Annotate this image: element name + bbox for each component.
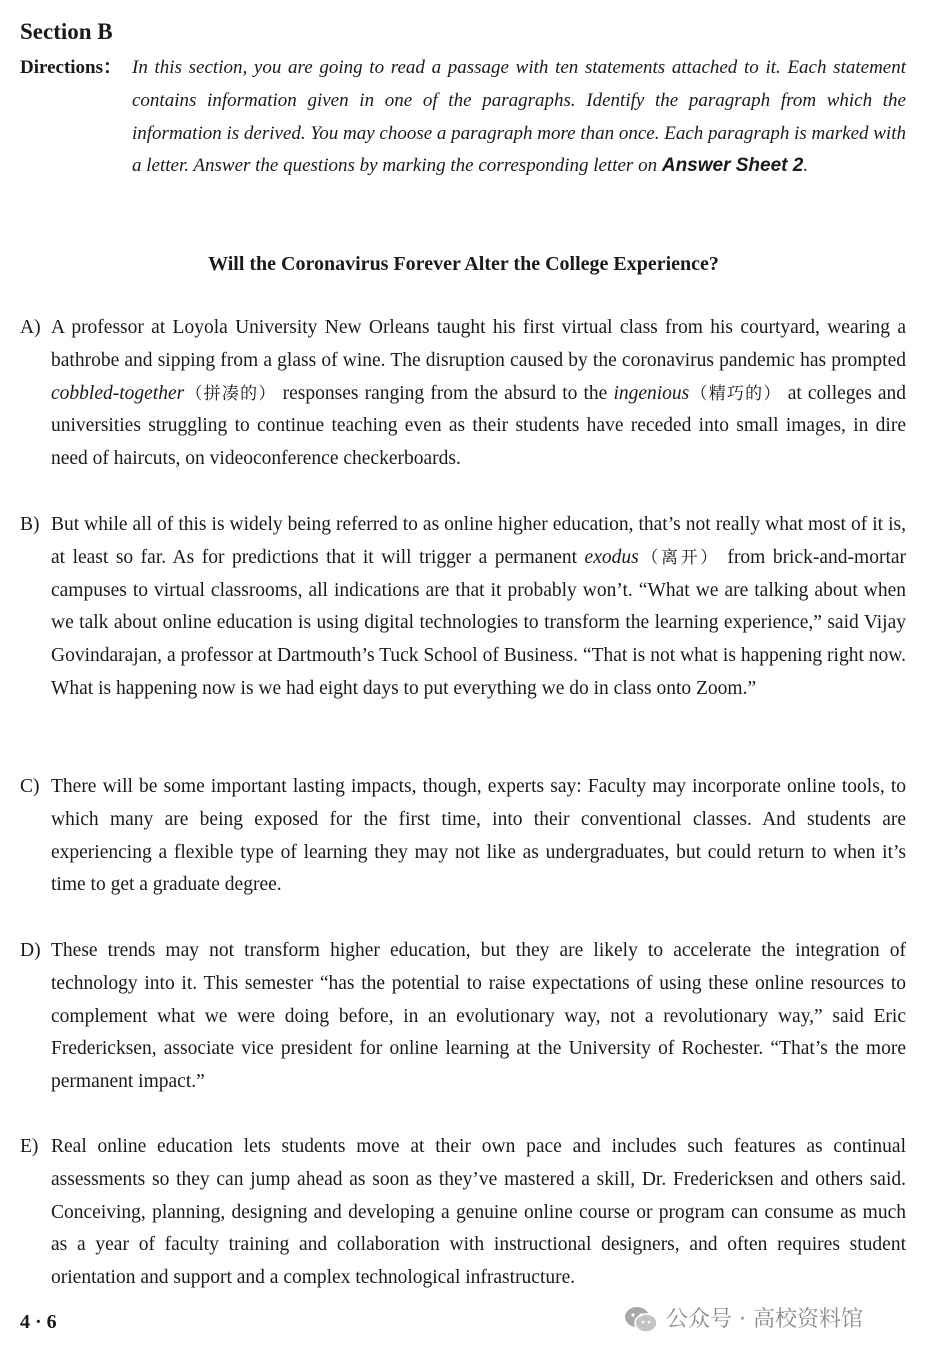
paragraph-text: These trends may not transform higher education, but they are likely to accelerate the integration of technology into it. This semester “has the potential to raise expectations of using these online resources to complement what we were doing before, in an evolutionary way, not a revolutionary way,” said Eric Fredericksen, associate vice president for online learning at the University of Rochester. “That’s the more permanent impact.” [51, 940, 906, 1093]
directions-label: Directions： [20, 57, 123, 78]
directions-text [132, 52, 906, 183]
paragraph-text: A professor at Loyola University New Orleans taught his first virtual class from his courtyard, wearing a bathrobe and sipping from a glass of wine. The disruption caused by the coronavirus pandemic has prompted cobbled-together（拼凑的） responses ranging from the absurd to the ingenious（精巧的） at colleges and universities struggling to continue teaching even as their students have receded into small images, in dire need of haircuts, on videoconference checkerboards. [51, 317, 907, 470]
paragraph-text: Real online education lets students move at their own pace and includes such features as continual assessments so they can jump ahead as soon as they’ve mastered a skill, Dr. Fredericksen and others said. Conceiving, planning, designing and developing a genuine online course or program can consume as much as a year of faculty training and collaboration with instructional designers, and often requires student orientation and support and a complex technological infrastructure. [51, 1136, 906, 1289]
paragraph-b [20, 509, 906, 706]
directions-end: . [803, 155, 809, 177]
paragraph-letter: A) [20, 317, 41, 338]
paragraph-a [20, 312, 906, 476]
glossed-word: cobbled-together [51, 382, 185, 404]
directions-body: In this section, you are going to read a passage with ten statements attached to it. Each statement contains information given in one of the paragraphs. Identify the paragraph from which the information is derived. You may choose a paragraph more than once. Each paragraph is marked with a letter. Answer the questions by marking the corresponding letter on [132, 57, 906, 177]
paragraph-e [20, 1131, 906, 1295]
paragraph-letter: C) [20, 776, 40, 797]
paragraph-letter: D) [20, 940, 41, 961]
passage-title: Will the Coronavirus Forever Alter the College Experience? [208, 253, 719, 275]
answer-sheet-reference: Answer Sheet 2 [661, 155, 804, 177]
chinese-gloss: （离开） [638, 547, 720, 568]
chinese-gloss: （拼凑的） [184, 383, 277, 404]
paragraph-text: But while all of this is widely being referred to as online higher education, that’s not really what most of it is, at least so far. As for predictions that it will trigger a permanent exodus（离开） from brick-and-mortar campuses to virtual classrooms, all indications are that it probably won’t. “What we are talking about when we talk about online education is using digital technologies to transform the learning experience,” said Vijay Govindarajan, a professor at Dartmouth’s Tuck School of Business. “That is not what is happening right now. What is happening now is we had eight days to put everything we do in class onto Zoom.” [51, 514, 907, 699]
paragraph-c [20, 771, 906, 902]
paragraph-text: There will be some important lasting impacts, though, experts say: Faculty may incorporate online tools, to which many are being exposed for the first time, into their conventional classes. And students are experiencing a flexible type of learning they may not like as undergraduates, but could return to when it’s time to get a graduate degree. [51, 776, 906, 896]
directions-colon: ： [103, 57, 123, 78]
page-number: 4 · 6 [20, 1311, 57, 1333]
paragraph-letter: B) [20, 514, 40, 535]
glossed-word: exodus [584, 546, 639, 568]
paragraph-letter: E) [20, 1136, 39, 1157]
glossed-word: ingenious [613, 382, 690, 404]
wechat-icon [624, 1305, 658, 1335]
chinese-gloss: （精巧的） [689, 383, 782, 404]
watermark-text: 公众号 · 高校资料馆 [666, 1307, 863, 1332]
watermark [624, 1302, 863, 1338]
directions-block [20, 52, 906, 183]
paragraph-d [20, 935, 906, 1099]
section-title: Section B [20, 19, 113, 44]
